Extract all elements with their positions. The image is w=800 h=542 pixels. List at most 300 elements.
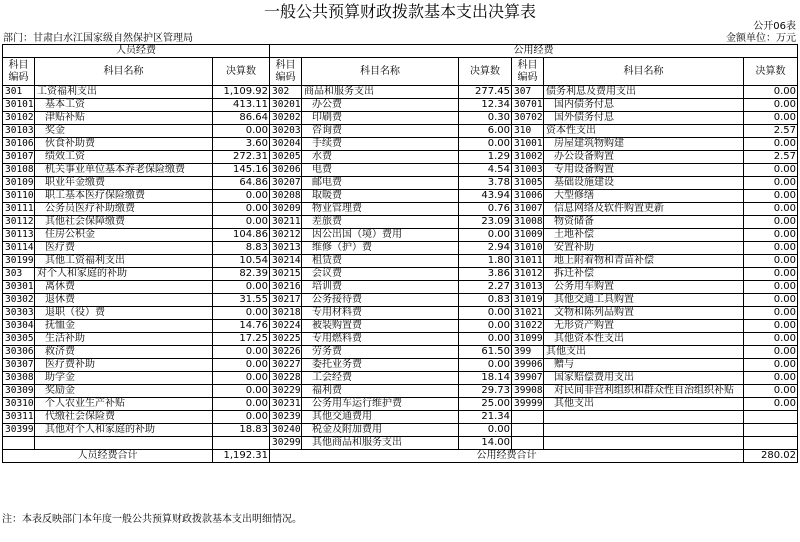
code-cell: 31007 <box>512 203 544 216</box>
name-cell: 税金及附加费用 <box>302 424 459 437</box>
name-cell: 其他资本性支出 <box>544 333 744 346</box>
table-row <box>3 99 798 112</box>
header-code: 科目编码 <box>512 58 544 86</box>
amount-cell: 64.86 <box>213 177 270 190</box>
name-cell: 退职（役）费 <box>35 307 213 320</box>
code-cell: 31021 <box>512 307 544 320</box>
name-cell: 办公设备购置 <box>544 151 744 164</box>
table-row <box>3 424 798 437</box>
code-cell: 30310 <box>3 398 35 411</box>
code-cell: 30215 <box>270 268 302 281</box>
name-cell: 公务用车运行维护费 <box>302 398 459 411</box>
code-cell: 30203 <box>270 125 302 138</box>
code-cell: 30111 <box>3 203 35 216</box>
name-cell: 手续费 <box>302 138 459 151</box>
name-cell: 医疗费补助 <box>35 359 213 372</box>
table-row <box>3 164 798 177</box>
code-cell: 30207 <box>270 177 302 190</box>
name-cell: 咨询费 <box>302 125 459 138</box>
amount-cell: 2.57 <box>744 151 798 164</box>
amount-cell: 0.00 <box>459 320 512 333</box>
code-cell: 30201 <box>270 99 302 112</box>
header-name: 科目名称 <box>544 58 744 86</box>
table-row <box>3 190 798 203</box>
code-cell: 30228 <box>270 372 302 385</box>
code-cell: 30112 <box>3 216 35 229</box>
code-cell: 31012 <box>512 268 544 281</box>
code-cell: 30218 <box>270 307 302 320</box>
name-cell: 大型修缮 <box>544 190 744 203</box>
amount-cell: 10.54 <box>213 255 270 268</box>
page-title: 一般公共预算财政拨款基本支出决算表 <box>263 2 536 21</box>
code-cell: 31002 <box>512 151 544 164</box>
amount-cell: 8.83 <box>213 242 270 255</box>
name-cell <box>544 424 744 437</box>
code-cell: 30216 <box>270 281 302 294</box>
amount-cell: 29.73 <box>459 385 512 398</box>
name-cell: 津贴补贴 <box>35 112 213 125</box>
amount-cell: 0.00 <box>213 398 270 411</box>
amount-cell: 0.00 <box>213 281 270 294</box>
name-cell: 地上附着物和青苗补偿 <box>544 255 744 268</box>
footnote: 注：本表反映部门本年度一般公共预算财政拨款基本支出明细情况。 <box>2 514 302 525</box>
table-row <box>3 177 798 190</box>
code-cell: 31013 <box>512 281 544 294</box>
amount-cell: 0.00 <box>744 112 798 125</box>
name-cell: 信息网络及软件购置更新 <box>544 203 744 216</box>
table-row <box>3 86 798 99</box>
amount-cell <box>213 437 270 450</box>
name-cell: 资本性支出 <box>544 125 744 138</box>
code-cell: 31001 <box>512 138 544 151</box>
name-cell: 劳务费 <box>302 346 459 359</box>
amount-cell: 0.00 <box>744 164 798 177</box>
amount-cell: 104.86 <box>213 229 270 242</box>
name-cell <box>35 437 213 450</box>
amount-cell: 0.00 <box>744 242 798 255</box>
name-cell: 福利费 <box>302 385 459 398</box>
name-cell: 其他交通费用 <box>302 411 459 424</box>
code-cell: 30106 <box>3 138 35 151</box>
amount-cell: 0.00 <box>213 216 270 229</box>
amount-cell: 0.00 <box>744 398 798 411</box>
table-row <box>3 359 798 372</box>
amount-cell: 0.00 <box>213 203 270 216</box>
amount-cell: 14.76 <box>213 320 270 333</box>
amount-cell: 0.00 <box>459 424 512 437</box>
amount-cell: 61.50 <box>459 346 512 359</box>
amount-cell: 25.00 <box>459 398 512 411</box>
code-cell: 30206 <box>270 164 302 177</box>
table-row <box>3 346 798 359</box>
code-cell: 31005 <box>512 177 544 190</box>
amount-cell: 0.00 <box>744 294 798 307</box>
header-amount: 决算数 <box>744 58 798 86</box>
code-cell: 30204 <box>270 138 302 151</box>
amount-cell: 14.00 <box>459 437 512 450</box>
code-cell: 30399 <box>3 424 35 437</box>
code-cell: 30309 <box>3 385 35 398</box>
code-cell: 30108 <box>3 164 35 177</box>
amount-cell: 0.00 <box>744 346 798 359</box>
amount-cell: 6.00 <box>459 125 512 138</box>
name-cell: 退休费 <box>35 294 213 307</box>
code-cell: 30224 <box>270 320 302 333</box>
amount-cell: 0.00 <box>744 86 798 99</box>
code-cell: 30307 <box>3 359 35 372</box>
name-cell: 房屋建筑物购建 <box>544 138 744 151</box>
amount-cell: 0.00 <box>744 216 798 229</box>
amount-cell: 0.00 <box>744 190 798 203</box>
name-cell: 医疗费 <box>35 242 213 255</box>
amount-cell: 18.83 <box>213 424 270 437</box>
name-cell: 电费 <box>302 164 459 177</box>
amount-cell: 3.78 <box>459 177 512 190</box>
department-label: 部门：甘肃白水江国家级自然保护区管理局 <box>3 33 193 44</box>
name-cell: 水费 <box>302 151 459 164</box>
amount-cell: 0.00 <box>213 125 270 138</box>
amount-cell: 0.00 <box>459 138 512 151</box>
name-cell: 生活补助 <box>35 333 213 346</box>
code-cell: 30702 <box>512 112 544 125</box>
code-cell: 30103 <box>3 125 35 138</box>
code-cell: 30107 <box>3 151 35 164</box>
name-cell <box>544 411 744 424</box>
table-row <box>3 411 798 424</box>
amount-cell: 0.00 <box>213 372 270 385</box>
code-cell: 31003 <box>512 164 544 177</box>
name-cell: 对个人和家庭的补助 <box>35 268 213 281</box>
table-row <box>3 203 798 216</box>
form-code: 公开06表 <box>753 21 796 32</box>
name-cell: 赠与 <box>544 359 744 372</box>
table-row <box>3 320 798 333</box>
name-cell: 物资储备 <box>544 216 744 229</box>
table-row <box>3 229 798 242</box>
name-cell: 救济费 <box>35 346 213 359</box>
table-row <box>3 281 798 294</box>
code-cell: 30231 <box>270 398 302 411</box>
amount-cell: 0.00 <box>213 411 270 424</box>
amount-cell: 0.30 <box>459 112 512 125</box>
table-row <box>3 307 798 320</box>
amount-cell <box>744 411 798 424</box>
code-cell: 31006 <box>512 190 544 203</box>
code-cell <box>3 437 35 450</box>
name-cell: 商品和服务支出 <box>302 86 459 99</box>
name-cell: 维修（护）费 <box>302 242 459 255</box>
amount-cell: 12.34 <box>459 99 512 112</box>
code-cell: 30211 <box>270 216 302 229</box>
code-cell: 30102 <box>3 112 35 125</box>
amount-cell: 0.00 <box>213 346 270 359</box>
name-cell: 其他支出 <box>544 346 744 359</box>
amount-cell: 145.16 <box>213 164 270 177</box>
name-cell: 公务用车购置 <box>544 281 744 294</box>
amount-cell: 277.45 <box>459 86 512 99</box>
name-cell: 土地补偿 <box>544 229 744 242</box>
amount-cell: 0.00 <box>459 307 512 320</box>
code-cell: 39906 <box>512 359 544 372</box>
table-row <box>3 255 798 268</box>
code-cell: 31099 <box>512 333 544 346</box>
code-cell: 30299 <box>270 437 302 450</box>
code-cell: 31009 <box>512 229 544 242</box>
amount-cell: 2.27 <box>459 281 512 294</box>
public-total-value: 280.02 <box>744 450 798 463</box>
unit-label: 金额单位：万元 <box>726 33 796 44</box>
section-personnel: 人员经费 <box>3 45 270 58</box>
amount-cell: 0.00 <box>744 307 798 320</box>
name-cell: 邮电费 <box>302 177 459 190</box>
name-cell: 基础设施建设 <box>544 177 744 190</box>
name-cell: 工会经费 <box>302 372 459 385</box>
name-cell: 办公费 <box>302 99 459 112</box>
code-cell: 30214 <box>270 255 302 268</box>
code-cell: 30301 <box>3 281 35 294</box>
name-cell: 工资福利支出 <box>35 86 213 99</box>
name-cell: 奖金 <box>35 125 213 138</box>
code-cell: 30110 <box>3 190 35 203</box>
name-cell: 个人农业生产补贴 <box>35 398 213 411</box>
code-cell: 30213 <box>270 242 302 255</box>
name-cell: 其他交通工具购置 <box>544 294 744 307</box>
table-row <box>3 294 798 307</box>
name-cell: 专用设备购置 <box>544 164 744 177</box>
code-cell: 31008 <box>512 216 544 229</box>
amount-cell: 2.57 <box>744 125 798 138</box>
code-cell: 30114 <box>3 242 35 255</box>
name-cell: 住房公积金 <box>35 229 213 242</box>
name-cell: 其他商品和服务支出 <box>302 437 459 450</box>
amount-cell: 0.83 <box>459 294 512 307</box>
amount-cell: 1.80 <box>459 255 512 268</box>
name-cell: 债务利息及费用支出 <box>544 86 744 99</box>
code-cell <box>512 424 544 437</box>
code-cell: 399 <box>512 346 544 359</box>
amount-cell: 0.00 <box>744 138 798 151</box>
code-cell: 301 <box>3 86 35 99</box>
header-name: 科目名称 <box>35 58 213 86</box>
name-cell: 抚恤金 <box>35 320 213 333</box>
amount-cell: 0.00 <box>744 359 798 372</box>
code-cell: 30209 <box>270 203 302 216</box>
amount-cell: 31.55 <box>213 294 270 307</box>
amount-cell: 2.94 <box>459 242 512 255</box>
name-cell: 文物和陈列品购置 <box>544 307 744 320</box>
code-cell: 30308 <box>3 372 35 385</box>
amount-cell: 0.00 <box>744 385 798 398</box>
amount-cell: 21.34 <box>459 411 512 424</box>
amount-cell: 17.25 <box>213 333 270 346</box>
name-cell: 委托业务费 <box>302 359 459 372</box>
name-cell: 会议费 <box>302 268 459 281</box>
table-row <box>3 268 798 281</box>
code-cell: 39907 <box>512 372 544 385</box>
amount-cell: 23.09 <box>459 216 512 229</box>
amount-cell: 0.00 <box>459 229 512 242</box>
amount-cell: 0.00 <box>213 190 270 203</box>
amount-cell: 272.31 <box>213 151 270 164</box>
name-cell: 差旅费 <box>302 216 459 229</box>
name-cell: 公务员医疗补助缴费 <box>35 203 213 216</box>
amount-cell: 0.00 <box>744 281 798 294</box>
code-cell: 30212 <box>270 229 302 242</box>
table-row <box>3 138 798 151</box>
amount-cell: 0.00 <box>213 359 270 372</box>
code-cell: 30229 <box>270 385 302 398</box>
amount-cell: 0.00 <box>744 177 798 190</box>
amount-cell: 0.00 <box>744 99 798 112</box>
code-cell: 30208 <box>270 190 302 203</box>
amount-cell: 86.64 <box>213 112 270 125</box>
amount-cell <box>744 437 798 450</box>
code-cell <box>512 411 544 424</box>
code-cell: 30226 <box>270 346 302 359</box>
name-cell: 对民间非营利组织和群众性自治组织补贴 <box>544 385 744 398</box>
code-cell: 30101 <box>3 99 35 112</box>
personnel-total-value: 1,192.31 <box>213 450 270 463</box>
name-cell: 机关事业单位基本养老保险缴费 <box>35 164 213 177</box>
code-cell: 30305 <box>3 333 35 346</box>
table-row <box>3 242 798 255</box>
amount-cell: 0.00 <box>744 372 798 385</box>
amount-cell: 3.86 <box>459 268 512 281</box>
name-cell: 绩效工资 <box>35 151 213 164</box>
code-cell: 303 <box>3 268 35 281</box>
name-cell: 职工基本医疗保险缴费 <box>35 190 213 203</box>
name-cell: 物业管理费 <box>302 203 459 216</box>
name-cell: 取暖费 <box>302 190 459 203</box>
amount-cell: 18.14 <box>459 372 512 385</box>
table-row <box>3 385 798 398</box>
amount-cell: 1,109.92 <box>213 86 270 99</box>
name-cell: 奖励金 <box>35 385 213 398</box>
table-row <box>3 151 798 164</box>
name-cell: 国内债务付息 <box>544 99 744 112</box>
amount-cell: 0.00 <box>744 255 798 268</box>
amount-cell: 413.11 <box>213 99 270 112</box>
code-cell: 310 <box>512 125 544 138</box>
amount-cell: 1.29 <box>459 151 512 164</box>
code-cell: 302 <box>270 86 302 99</box>
name-cell: 伙食补助费 <box>35 138 213 151</box>
header-code: 科目编码 <box>270 58 302 86</box>
name-cell: 国外债务付息 <box>544 112 744 125</box>
code-cell: 31011 <box>512 255 544 268</box>
code-cell: 31022 <box>512 320 544 333</box>
amount-cell: 0.00 <box>459 333 512 346</box>
table-row <box>3 125 798 138</box>
code-cell: 30113 <box>3 229 35 242</box>
code-cell: 30304 <box>3 320 35 333</box>
header-code: 科目编码 <box>3 58 35 86</box>
name-cell: 其他社会保障缴费 <box>35 216 213 229</box>
amount-cell: 0.00 <box>744 229 798 242</box>
name-cell: 代缴社会保险费 <box>35 411 213 424</box>
code-cell: 31010 <box>512 242 544 255</box>
expenditure-table <box>2 44 798 463</box>
table-row <box>3 216 798 229</box>
name-cell: 因公出国（境）费用 <box>302 229 459 242</box>
name-cell: 助学金 <box>35 372 213 385</box>
name-cell: 专用燃料费 <box>302 333 459 346</box>
name-cell: 其他对个人和家庭的补助 <box>35 424 213 437</box>
name-cell: 专用材料费 <box>302 307 459 320</box>
amount-cell: 0.76 <box>459 203 512 216</box>
amount-cell: 0.00 <box>459 359 512 372</box>
amount-cell: 0.00 <box>744 320 798 333</box>
name-cell: 租赁费 <box>302 255 459 268</box>
amount-cell: 82.39 <box>213 268 270 281</box>
amount-cell: 0.00 <box>744 203 798 216</box>
code-cell: 30306 <box>3 346 35 359</box>
code-cell: 30217 <box>270 294 302 307</box>
amount-cell: 0.00 <box>213 307 270 320</box>
amount-cell: 0.00 <box>744 268 798 281</box>
amount-cell: 0.00 <box>744 333 798 346</box>
code-cell: 30202 <box>270 112 302 125</box>
code-cell: 30239 <box>270 411 302 424</box>
code-cell: 30311 <box>3 411 35 424</box>
amount-cell <box>744 424 798 437</box>
code-cell: 30303 <box>3 307 35 320</box>
table-row <box>3 112 798 125</box>
header-amount: 决算数 <box>213 58 270 86</box>
name-cell: 印刷费 <box>302 112 459 125</box>
amount-cell: 43.94 <box>459 190 512 203</box>
name-cell: 国家赔偿费用支出 <box>544 372 744 385</box>
amount-cell: 3.60 <box>213 138 270 151</box>
code-cell: 30205 <box>270 151 302 164</box>
header-amount: 决算数 <box>459 58 512 86</box>
section-public: 公用经费 <box>270 45 798 58</box>
totals-row <box>3 450 798 463</box>
code-cell: 39999 <box>512 398 544 411</box>
name-cell: 其他工资福利支出 <box>35 255 213 268</box>
table-row <box>3 372 798 385</box>
table-row <box>3 333 798 346</box>
code-cell: 31019 <box>512 294 544 307</box>
name-cell: 基本工资 <box>35 99 213 112</box>
name-cell: 其他支出 <box>544 398 744 411</box>
public-total-label: 公用经费合计 <box>270 450 744 463</box>
code-cell: 307 <box>512 86 544 99</box>
name-cell: 安置补助 <box>544 242 744 255</box>
code-cell: 30199 <box>3 255 35 268</box>
name-cell: 离休费 <box>35 281 213 294</box>
name-cell: 被装购置费 <box>302 320 459 333</box>
name-cell: 职业年金缴费 <box>35 177 213 190</box>
code-cell <box>512 437 544 450</box>
code-cell: 30225 <box>270 333 302 346</box>
table-row <box>3 398 798 411</box>
code-cell: 30302 <box>3 294 35 307</box>
name-cell: 培训费 <box>302 281 459 294</box>
name-cell <box>544 437 744 450</box>
name-cell: 拆迁补偿 <box>544 268 744 281</box>
table-row <box>3 437 798 450</box>
personnel-total-label: 人员经费合计 <box>3 450 213 463</box>
code-cell: 30109 <box>3 177 35 190</box>
name-cell: 公务接待费 <box>302 294 459 307</box>
amount-cell: 0.00 <box>213 385 270 398</box>
code-cell: 39908 <box>512 385 544 398</box>
code-cell: 30701 <box>512 99 544 112</box>
code-cell: 30240 <box>270 424 302 437</box>
code-cell: 30227 <box>270 359 302 372</box>
amount-cell: 4.54 <box>459 164 512 177</box>
